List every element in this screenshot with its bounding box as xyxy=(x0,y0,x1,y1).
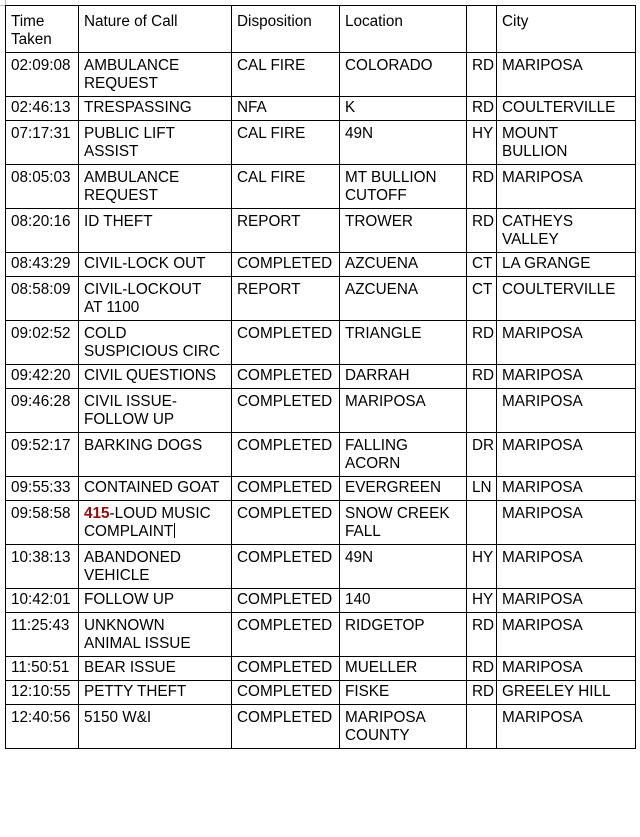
cell-nature-line: UNKNOWN xyxy=(84,617,165,634)
cell-city xyxy=(497,209,636,253)
cell-city xyxy=(497,501,636,545)
cell-time: 09:02:52 xyxy=(6,321,79,365)
cell-suffix: CT xyxy=(467,277,497,321)
cell-location-line: SNOW CREEK xyxy=(345,505,450,522)
cell-time: 12:10:55 xyxy=(6,681,79,705)
cell-nature xyxy=(79,253,232,277)
table-row xyxy=(6,389,636,433)
cell-location xyxy=(340,545,467,589)
cell-location xyxy=(340,253,467,277)
cell-location-line: MARIPOSA xyxy=(345,393,426,410)
cell-location xyxy=(340,501,467,545)
cell-suffix xyxy=(467,705,497,749)
cell-nature-line: -LOUD MUSIC xyxy=(109,505,211,522)
cell-nature xyxy=(79,365,232,389)
cell-nature xyxy=(79,705,232,749)
cell-location xyxy=(340,433,467,477)
table-row xyxy=(6,277,636,321)
cell-suffix: RD xyxy=(467,365,497,389)
cell-time: 08:58:09 xyxy=(6,277,79,321)
cell-location xyxy=(340,589,467,613)
cell-nature-line: CIVIL-LOCKOUT xyxy=(84,281,202,298)
cell-suffix: RD xyxy=(467,613,497,657)
cell-time: 09:55:33 xyxy=(6,477,79,501)
cell-city xyxy=(497,97,636,121)
cell-location-line: K xyxy=(345,99,356,116)
cell-disposition: COMPLETED xyxy=(232,613,340,657)
table-row xyxy=(6,613,636,657)
cell-location xyxy=(340,321,467,365)
cell-city-line: LA GRANGE xyxy=(502,255,591,272)
header-time-taken: Time Taken xyxy=(6,6,79,53)
cell-disposition: COMPLETED xyxy=(232,589,340,613)
cell-suffix: RD xyxy=(467,165,497,209)
cell-location-line: COLORADO xyxy=(345,57,433,74)
cell-city-line: MARIPOSA xyxy=(502,367,583,384)
cell-location-line: RIDGETOP xyxy=(345,617,425,634)
table-row xyxy=(6,589,636,613)
cell-nature-line: REQUEST xyxy=(84,75,158,92)
cell-city-line: BULLION xyxy=(502,143,568,160)
cell-location-line: TRIANGLE xyxy=(345,325,422,342)
cell-nature-line: AMBULANCE xyxy=(84,57,180,74)
table-row xyxy=(6,681,636,705)
cell-nature-line: COMPLAINT xyxy=(84,523,174,540)
cell-city-line: MARIPOSA xyxy=(502,549,583,566)
cell-city-line: MARIPOSA xyxy=(502,393,583,410)
cell-disposition: COMPLETED xyxy=(232,365,340,389)
cell-suffix: RD xyxy=(467,97,497,121)
cell-suffix xyxy=(467,389,497,433)
cell-location-line: 49N xyxy=(345,125,374,142)
cell-nature xyxy=(79,501,232,545)
cell-suffix: CT xyxy=(467,253,497,277)
cell-nature xyxy=(79,433,232,477)
cell-nature xyxy=(79,389,232,433)
cell-city xyxy=(497,545,636,589)
cell-nature xyxy=(79,321,232,365)
nature-code-highlight: 415 xyxy=(84,505,110,522)
cell-location-line: EVERGREEN xyxy=(345,479,442,496)
cell-city xyxy=(497,321,636,365)
cell-time: 08:20:16 xyxy=(6,209,79,253)
cell-suffix: HY xyxy=(467,589,497,613)
cell-time: 08:43:29 xyxy=(6,253,79,277)
cell-time: 11:25:43 xyxy=(6,613,79,657)
cell-city xyxy=(497,53,636,97)
cell-location xyxy=(340,705,467,749)
cell-suffix: DR xyxy=(467,433,497,477)
cell-time: 02:46:13 xyxy=(6,97,79,121)
cell-location xyxy=(340,365,467,389)
header-city: City xyxy=(497,6,636,53)
cell-disposition: COMPLETED xyxy=(232,657,340,681)
header-disposition: Disposition xyxy=(232,6,340,53)
cell-location xyxy=(340,121,467,165)
table-row xyxy=(6,165,636,209)
cell-nature-line: TRESPASSING xyxy=(84,99,192,116)
cell-disposition: COMPLETED xyxy=(232,433,340,477)
cell-disposition: COMPLETED xyxy=(232,253,340,277)
cell-nature xyxy=(79,657,232,681)
table-row xyxy=(6,365,636,389)
cell-city-line: MARIPOSA xyxy=(502,169,583,186)
cell-disposition: COMPLETED xyxy=(232,705,340,749)
cell-location-line: COUNTY xyxy=(345,727,410,744)
cell-city xyxy=(497,365,636,389)
table-row xyxy=(6,705,636,749)
cell-nature xyxy=(79,97,232,121)
cell-time: 09:58:58 xyxy=(6,501,79,545)
cell-city xyxy=(497,589,636,613)
table-row xyxy=(6,477,636,501)
cell-city xyxy=(497,613,636,657)
cell-suffix xyxy=(467,501,497,545)
cell-nature xyxy=(79,613,232,657)
cell-nature-line: VEHICLE xyxy=(84,567,150,584)
table-row xyxy=(6,53,636,97)
cell-location xyxy=(340,209,467,253)
cell-city xyxy=(497,165,636,209)
cell-nature-line: ID THEFT xyxy=(84,213,153,230)
cell-city xyxy=(497,389,636,433)
cell-location-line: AZCUENA xyxy=(345,281,419,298)
cell-city xyxy=(497,433,636,477)
cell-location xyxy=(340,165,467,209)
cell-suffix: RD xyxy=(467,657,497,681)
cell-city-line: MARIPOSA xyxy=(502,617,583,634)
text-cursor xyxy=(174,523,175,538)
cell-city xyxy=(497,705,636,749)
cell-location-line: AZCUENA xyxy=(345,255,419,272)
cell-nature-line: AMBULANCE xyxy=(84,169,180,186)
cell-disposition: CAL FIRE xyxy=(232,121,340,165)
cell-nature-line: ANIMAL ISSUE xyxy=(84,635,191,652)
cell-nature-line: 5150 W&I xyxy=(84,709,152,726)
cell-location xyxy=(340,53,467,97)
cell-nature xyxy=(79,277,232,321)
cell-suffix: LN xyxy=(467,477,497,501)
cell-time: 08:05:03 xyxy=(6,165,79,209)
cell-time: 02:09:08 xyxy=(6,53,79,97)
cell-location-line: FISKE xyxy=(345,683,390,700)
cell-city-line: MARIPOSA xyxy=(502,659,583,676)
table-row xyxy=(6,321,636,365)
cell-time: 07:17:31 xyxy=(6,121,79,165)
cell-nature-line: ABANDONED xyxy=(84,549,181,566)
cell-location xyxy=(340,681,467,705)
table-row xyxy=(6,433,636,477)
cell-disposition: COMPLETED xyxy=(232,389,340,433)
cell-nature-line: COLD xyxy=(84,325,127,342)
table-row xyxy=(6,501,636,545)
cell-disposition: COMPLETED xyxy=(232,501,340,545)
header-nature-of-call: Nature of Call xyxy=(79,6,232,53)
cell-disposition: COMPLETED xyxy=(232,545,340,589)
cell-nature-line: BARKING DOGS xyxy=(84,437,203,454)
cell-location-line: MARIPOSA xyxy=(345,709,426,726)
table-body xyxy=(6,53,636,749)
cell-time: 09:42:20 xyxy=(6,365,79,389)
cell-city-line: MOUNT xyxy=(502,125,559,142)
cell-city xyxy=(497,681,636,705)
header-location: Location xyxy=(340,6,467,53)
cell-nature xyxy=(79,589,232,613)
cell-city-line: MARIPOSA xyxy=(502,505,583,522)
cell-disposition: CAL FIRE xyxy=(232,165,340,209)
cell-nature-line: PETTY THEFT xyxy=(84,683,187,700)
cell-nature-line: ASSIST xyxy=(84,143,139,160)
cell-city-line: GREELEY HILL xyxy=(502,683,611,700)
cell-suffix: RD xyxy=(467,681,497,705)
cell-time: 10:42:01 xyxy=(6,589,79,613)
cell-location-line: 140 xyxy=(345,591,371,608)
cell-suffix: HY xyxy=(467,121,497,165)
cell-nature-line: CIVIL ISSUE- xyxy=(84,393,177,410)
cell-disposition: REPORT xyxy=(232,277,340,321)
table-row xyxy=(6,121,636,165)
cell-nature-line: CIVIL QUESTIONS xyxy=(84,367,217,384)
call-log-table xyxy=(5,5,636,749)
cell-location xyxy=(340,97,467,121)
cell-location-line: 49N xyxy=(345,549,374,566)
cell-time: 11:50:51 xyxy=(6,657,79,681)
cell-nature xyxy=(79,165,232,209)
cell-nature-line: BEAR ISSUE xyxy=(84,659,176,676)
cell-nature xyxy=(79,209,232,253)
header-street-suffix xyxy=(467,6,497,53)
cell-city xyxy=(497,477,636,501)
cell-time: 09:52:17 xyxy=(6,433,79,477)
cell-location-line: MUELLER xyxy=(345,659,418,676)
cell-time: 12:40:56 xyxy=(6,705,79,749)
cell-nature xyxy=(79,53,232,97)
cell-city-line: VALLEY xyxy=(502,231,559,248)
cell-city-line: MARIPOSA xyxy=(502,437,583,454)
cell-nature-line: FOLLOW UP xyxy=(84,591,175,608)
cell-nature xyxy=(79,121,232,165)
cell-city xyxy=(497,657,636,681)
cell-suffix: RD xyxy=(467,53,497,97)
cell-location-line: TROWER xyxy=(345,213,413,230)
cell-suffix: RD xyxy=(467,209,497,253)
cell-disposition: COMPLETED xyxy=(232,477,340,501)
cell-time: 10:38:13 xyxy=(6,545,79,589)
cell-city-line: MARIPOSA xyxy=(502,57,583,74)
table-row xyxy=(6,657,636,681)
cell-suffix: HY xyxy=(467,545,497,589)
cell-nature-line: REQUEST xyxy=(84,187,158,204)
cell-city-line: MARIPOSA xyxy=(502,325,583,342)
cell-disposition: COMPLETED xyxy=(232,681,340,705)
cell-city xyxy=(497,277,636,321)
cell-city-line: MARIPOSA xyxy=(502,709,583,726)
cell-city-line: COULTERVILLE xyxy=(502,281,616,298)
cell-city xyxy=(497,121,636,165)
cell-nature-line: CONTAINED GOAT xyxy=(84,479,220,496)
cell-location xyxy=(340,477,467,501)
cell-nature xyxy=(79,477,232,501)
cell-location-line: ACORN xyxy=(345,455,401,472)
cell-location-line: FALL xyxy=(345,523,381,540)
cell-nature-line: AT 1100 xyxy=(84,299,140,316)
cell-disposition: NFA xyxy=(232,97,340,121)
cell-location-line: DARRAH xyxy=(345,367,410,384)
cell-city xyxy=(497,253,636,277)
cell-location xyxy=(340,613,467,657)
cell-nature-line: SUSPICIOUS CIRC xyxy=(84,343,220,360)
cell-time: 09:46:28 xyxy=(6,389,79,433)
cell-location-line: MT BULLION xyxy=(345,169,437,186)
cell-nature-line: CIVIL-LOCK OUT xyxy=(84,255,206,272)
cell-location-line: FALLING xyxy=(345,437,408,454)
cell-nature xyxy=(79,681,232,705)
cell-city-line: COULTERVILLE xyxy=(502,99,616,116)
table-row xyxy=(6,253,636,277)
cell-location xyxy=(340,277,467,321)
cell-city-line: MARIPOSA xyxy=(502,479,583,496)
cell-location-line: CUTOFF xyxy=(345,187,407,204)
cell-nature xyxy=(79,545,232,589)
cell-location xyxy=(340,657,467,681)
cell-city-line: CATHEYS xyxy=(502,213,574,230)
table-row xyxy=(6,97,636,121)
cell-city-line: MARIPOSA xyxy=(502,591,583,608)
cell-disposition: COMPLETED xyxy=(232,321,340,365)
cell-suffix: RD xyxy=(467,321,497,365)
table-row xyxy=(6,209,636,253)
cell-nature-line: FOLLOW UP xyxy=(84,411,175,428)
table-header-row xyxy=(6,6,636,53)
cell-disposition: CAL FIRE xyxy=(232,53,340,97)
cell-nature-line: PUBLIC LIFT xyxy=(84,125,175,142)
table-row xyxy=(6,545,636,589)
cell-location xyxy=(340,389,467,433)
cell-disposition: REPORT xyxy=(232,209,340,253)
